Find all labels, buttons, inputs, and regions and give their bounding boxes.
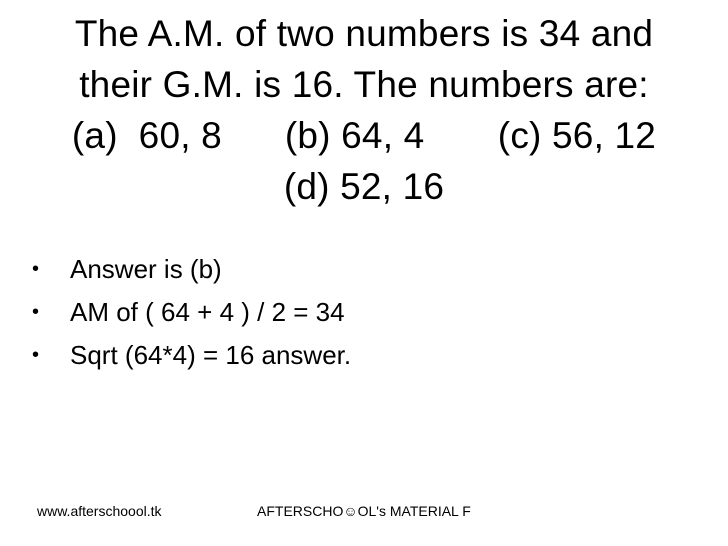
title-line-2: their G.M. is 16. The numbers are:	[79, 64, 649, 105]
bullet-icon: •	[32, 301, 40, 323]
bullet-item-answer	[30, 248, 351, 291]
bullet-text-gm: Sqrt (64*4) = 16 answer.	[70, 340, 352, 370]
bullet-icon: •	[32, 258, 40, 280]
bullet-list	[30, 248, 351, 377]
slide-title	[36, 8, 692, 212]
bullet-item-am	[30, 291, 351, 334]
title-line-3-options: (a) 60, 8 (b) 64, 4 (c) 56, 12	[71, 115, 657, 156]
bullet-item-gm	[30, 334, 351, 377]
footer-website: www.afterschoool.tk	[37, 503, 162, 519]
title-line-4-option-d: (d) 52, 16	[283, 166, 445, 207]
bullet-icon: •	[32, 344, 40, 366]
bullet-text-answer: Answer is (b)	[70, 254, 222, 284]
bullet-text-am: AM of ( 64 + 4 ) / 2 = 34	[70, 297, 345, 327]
footer-material-label: AFTERSCHO☺OL's MATERIAL F	[257, 503, 471, 519]
title-line-1: The A.M. of two numbers is 34 and	[74, 13, 654, 54]
